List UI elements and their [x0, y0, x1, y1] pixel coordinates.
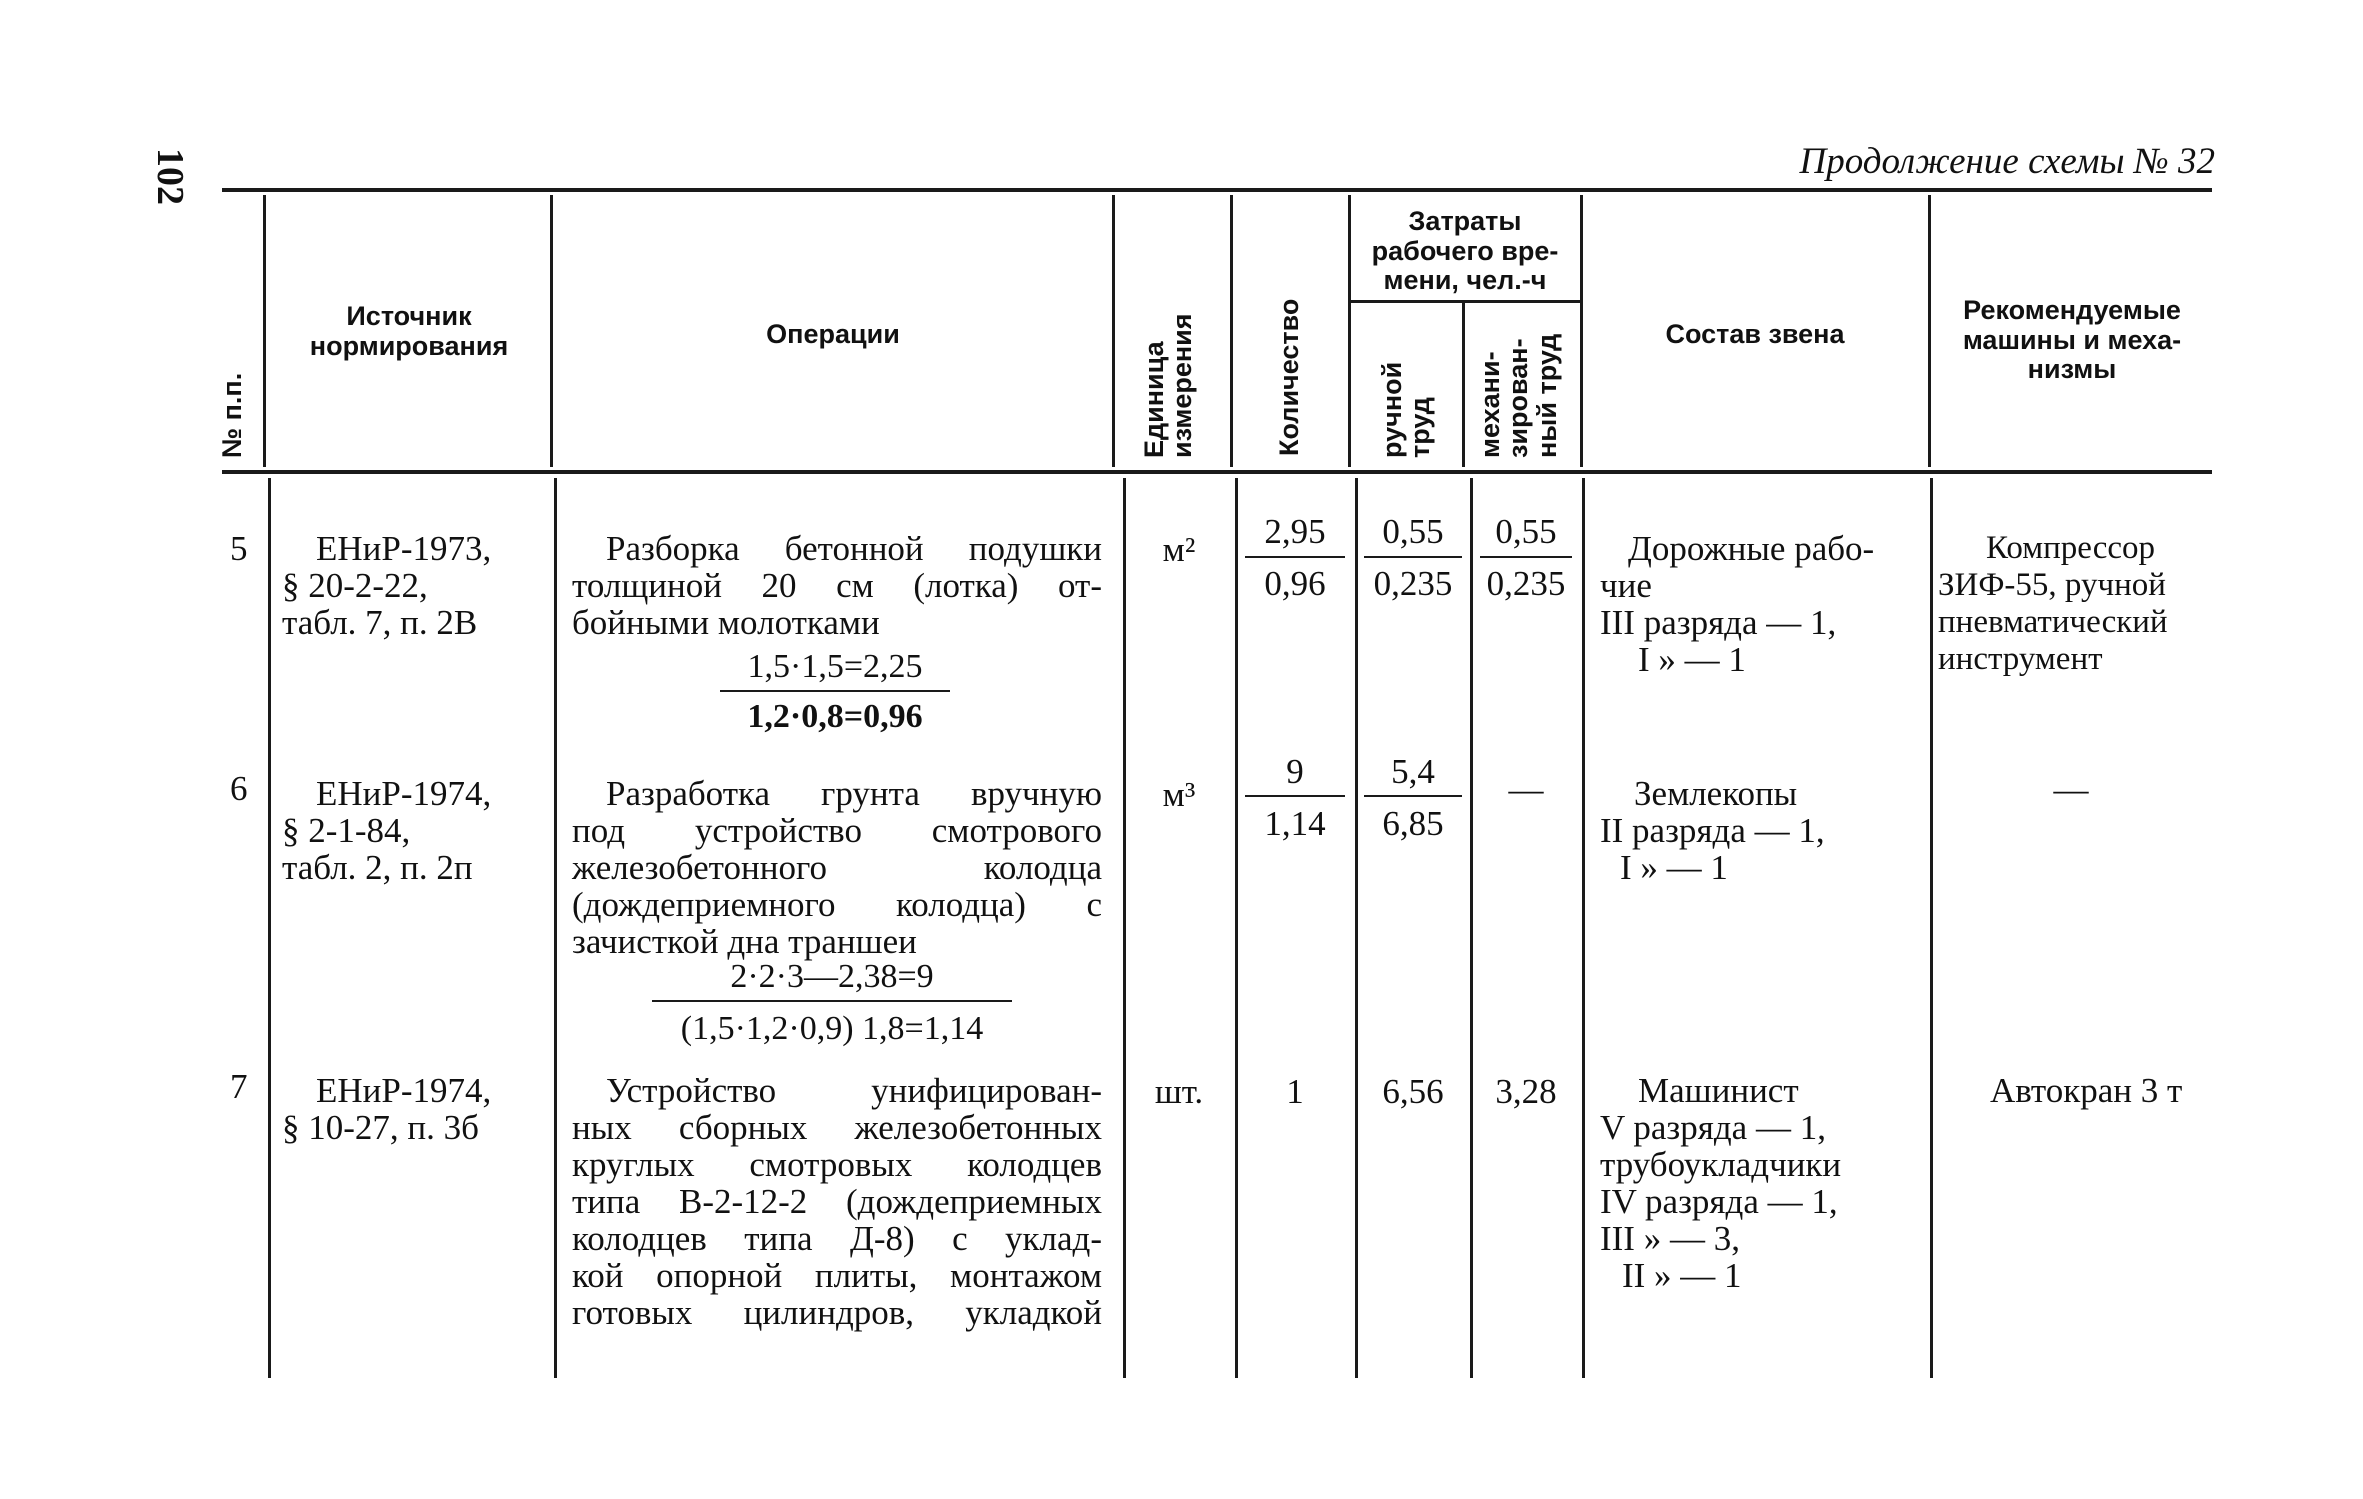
quantity-fraction-line — [1245, 556, 1345, 558]
operations-cell: Устройство унифицирован- ных сборных железобетонных круглых смотровых колодцев типа В-2-12-2 (дождеприемных колодцев типа Д-8) с уклад- кой опорной плиты, монтажом готовых цилиндров, укладкой — [572, 1071, 1102, 1332]
manual-top: 5,4 — [1391, 752, 1435, 791]
body-divider — [1470, 478, 1473, 1378]
page-number: 102 — [149, 148, 191, 205]
labor-split-rule — [1350, 300, 1582, 303]
manual-value: 6,56 — [1382, 1072, 1444, 1111]
manual-bottom: 6,85 — [1382, 804, 1444, 843]
crew-cell: Машинист V разряда — 1, трубоукладчики IV разряда — 1, III » — 3, II » — 1 — [1600, 1071, 1842, 1295]
header-unit: Единица измерения — [1139, 313, 1198, 458]
body-divider — [554, 478, 557, 1378]
unit-cell: шт. — [1154, 1072, 1204, 1111]
header-crew: Состав звена — [1665, 319, 1845, 349]
header-divider — [1580, 195, 1583, 467]
body-divider — [1930, 478, 1933, 1378]
continuation-title: Продолжение схемы № 32 — [1799, 141, 2215, 182]
header-machines: Рекомендуемые машины и меха- низмы — [1962, 295, 2182, 385]
formula-line — [720, 690, 950, 692]
quantity-top: 2,95 — [1264, 512, 1326, 551]
mech-fraction-line — [1480, 556, 1572, 558]
quantity-bottom: 0,96 — [1264, 564, 1326, 603]
formula-denominator: (1,5·1,2·0,9) 1,8=1,14 — [680, 1010, 984, 1047]
header-source: Источник нормирования — [309, 301, 509, 361]
mech-value: — — [1508, 770, 1544, 809]
operations-cell: Разборка бетонной подушки толщиной 20 см (лотка) от- бойными молотками — [572, 529, 1102, 642]
operations-cell: Разработка грунта вручную под устройство смотрового железобетонного колодца (дождеприемного колодца) с зачисткой дна траншеи — [572, 774, 1102, 961]
machines-cell: — — [2053, 770, 2089, 809]
crew-cell: Землекопы II разряда — 1, I » — 1 — [1600, 774, 1825, 887]
formula-numerator: 1,5·1,5=2,25 — [747, 648, 923, 685]
source-cell: ЕНиР-1973, § 20-2-22, табл. 7, п. 2В — [282, 529, 492, 642]
quantity-fraction-line — [1245, 795, 1345, 797]
unit-cell: м² — [1162, 530, 1196, 569]
formula-line — [652, 1000, 1012, 1002]
formula-numerator: 2·2·3—2,38=9 — [730, 958, 934, 995]
header-bottom-rule — [222, 470, 2212, 474]
mech-top: 0,55 — [1495, 512, 1557, 551]
header-row-number: № п.п. — [217, 372, 247, 458]
header-divider — [1112, 195, 1115, 467]
unit-cell: м³ — [1162, 775, 1196, 814]
header-divider — [550, 195, 553, 467]
quantity-value: 1 — [1286, 1072, 1304, 1111]
header-divider — [1928, 195, 1931, 467]
machines-cell: Компрессор ЗИФ-55, ручной пневматический инструмент — [1938, 530, 2168, 677]
row-number: 7 — [230, 1067, 248, 1106]
header-manual-labor: ручной труд — [1377, 361, 1436, 458]
row-number: 6 — [230, 769, 248, 808]
body-divider — [268, 478, 271, 1378]
header-quantity: Количество — [1274, 298, 1304, 456]
header-divider — [1462, 303, 1465, 467]
crew-cell: Дорожные рабо- чие III разряда — 1, I » — 1 — [1600, 529, 1875, 679]
header-divider — [1230, 195, 1233, 467]
mech-value: 3,28 — [1495, 1072, 1557, 1111]
header-divider — [263, 195, 266, 467]
body-divider — [1235, 478, 1238, 1378]
manual-top: 0,55 — [1382, 512, 1444, 551]
source-cell: ЕНиР-1974, § 2-1-84, табл. 2, п. 2п — [282, 774, 492, 887]
header-operations: Операции — [766, 319, 900, 349]
header-divider — [1348, 195, 1351, 467]
quantity-top: 9 — [1286, 752, 1304, 791]
body-divider — [1582, 478, 1585, 1378]
source-cell: ЕНиР-1974, § 10-27, п. 3б — [282, 1071, 492, 1147]
manual-bottom: 0,235 — [1373, 564, 1453, 603]
header-mechanized-labor: механи- зирован- ный труд — [1475, 333, 1562, 458]
formula-denominator: 1,2·0,8=0,96 — [747, 698, 923, 735]
quantity-bottom: 1,14 — [1264, 804, 1326, 843]
manual-fraction-line — [1364, 795, 1462, 797]
row-number: 5 — [230, 529, 248, 568]
manual-fraction-line — [1364, 556, 1462, 558]
table-top-rule — [222, 188, 2212, 192]
mech-bottom: 0,235 — [1486, 564, 1566, 603]
header-labor-cost: Затраты рабочего вре- мени, чел.-ч — [1371, 206, 1559, 296]
body-divider — [1123, 478, 1126, 1378]
body-divider — [1355, 478, 1358, 1378]
machines-cell: Автокран 3 т — [1990, 1071, 2183, 1110]
